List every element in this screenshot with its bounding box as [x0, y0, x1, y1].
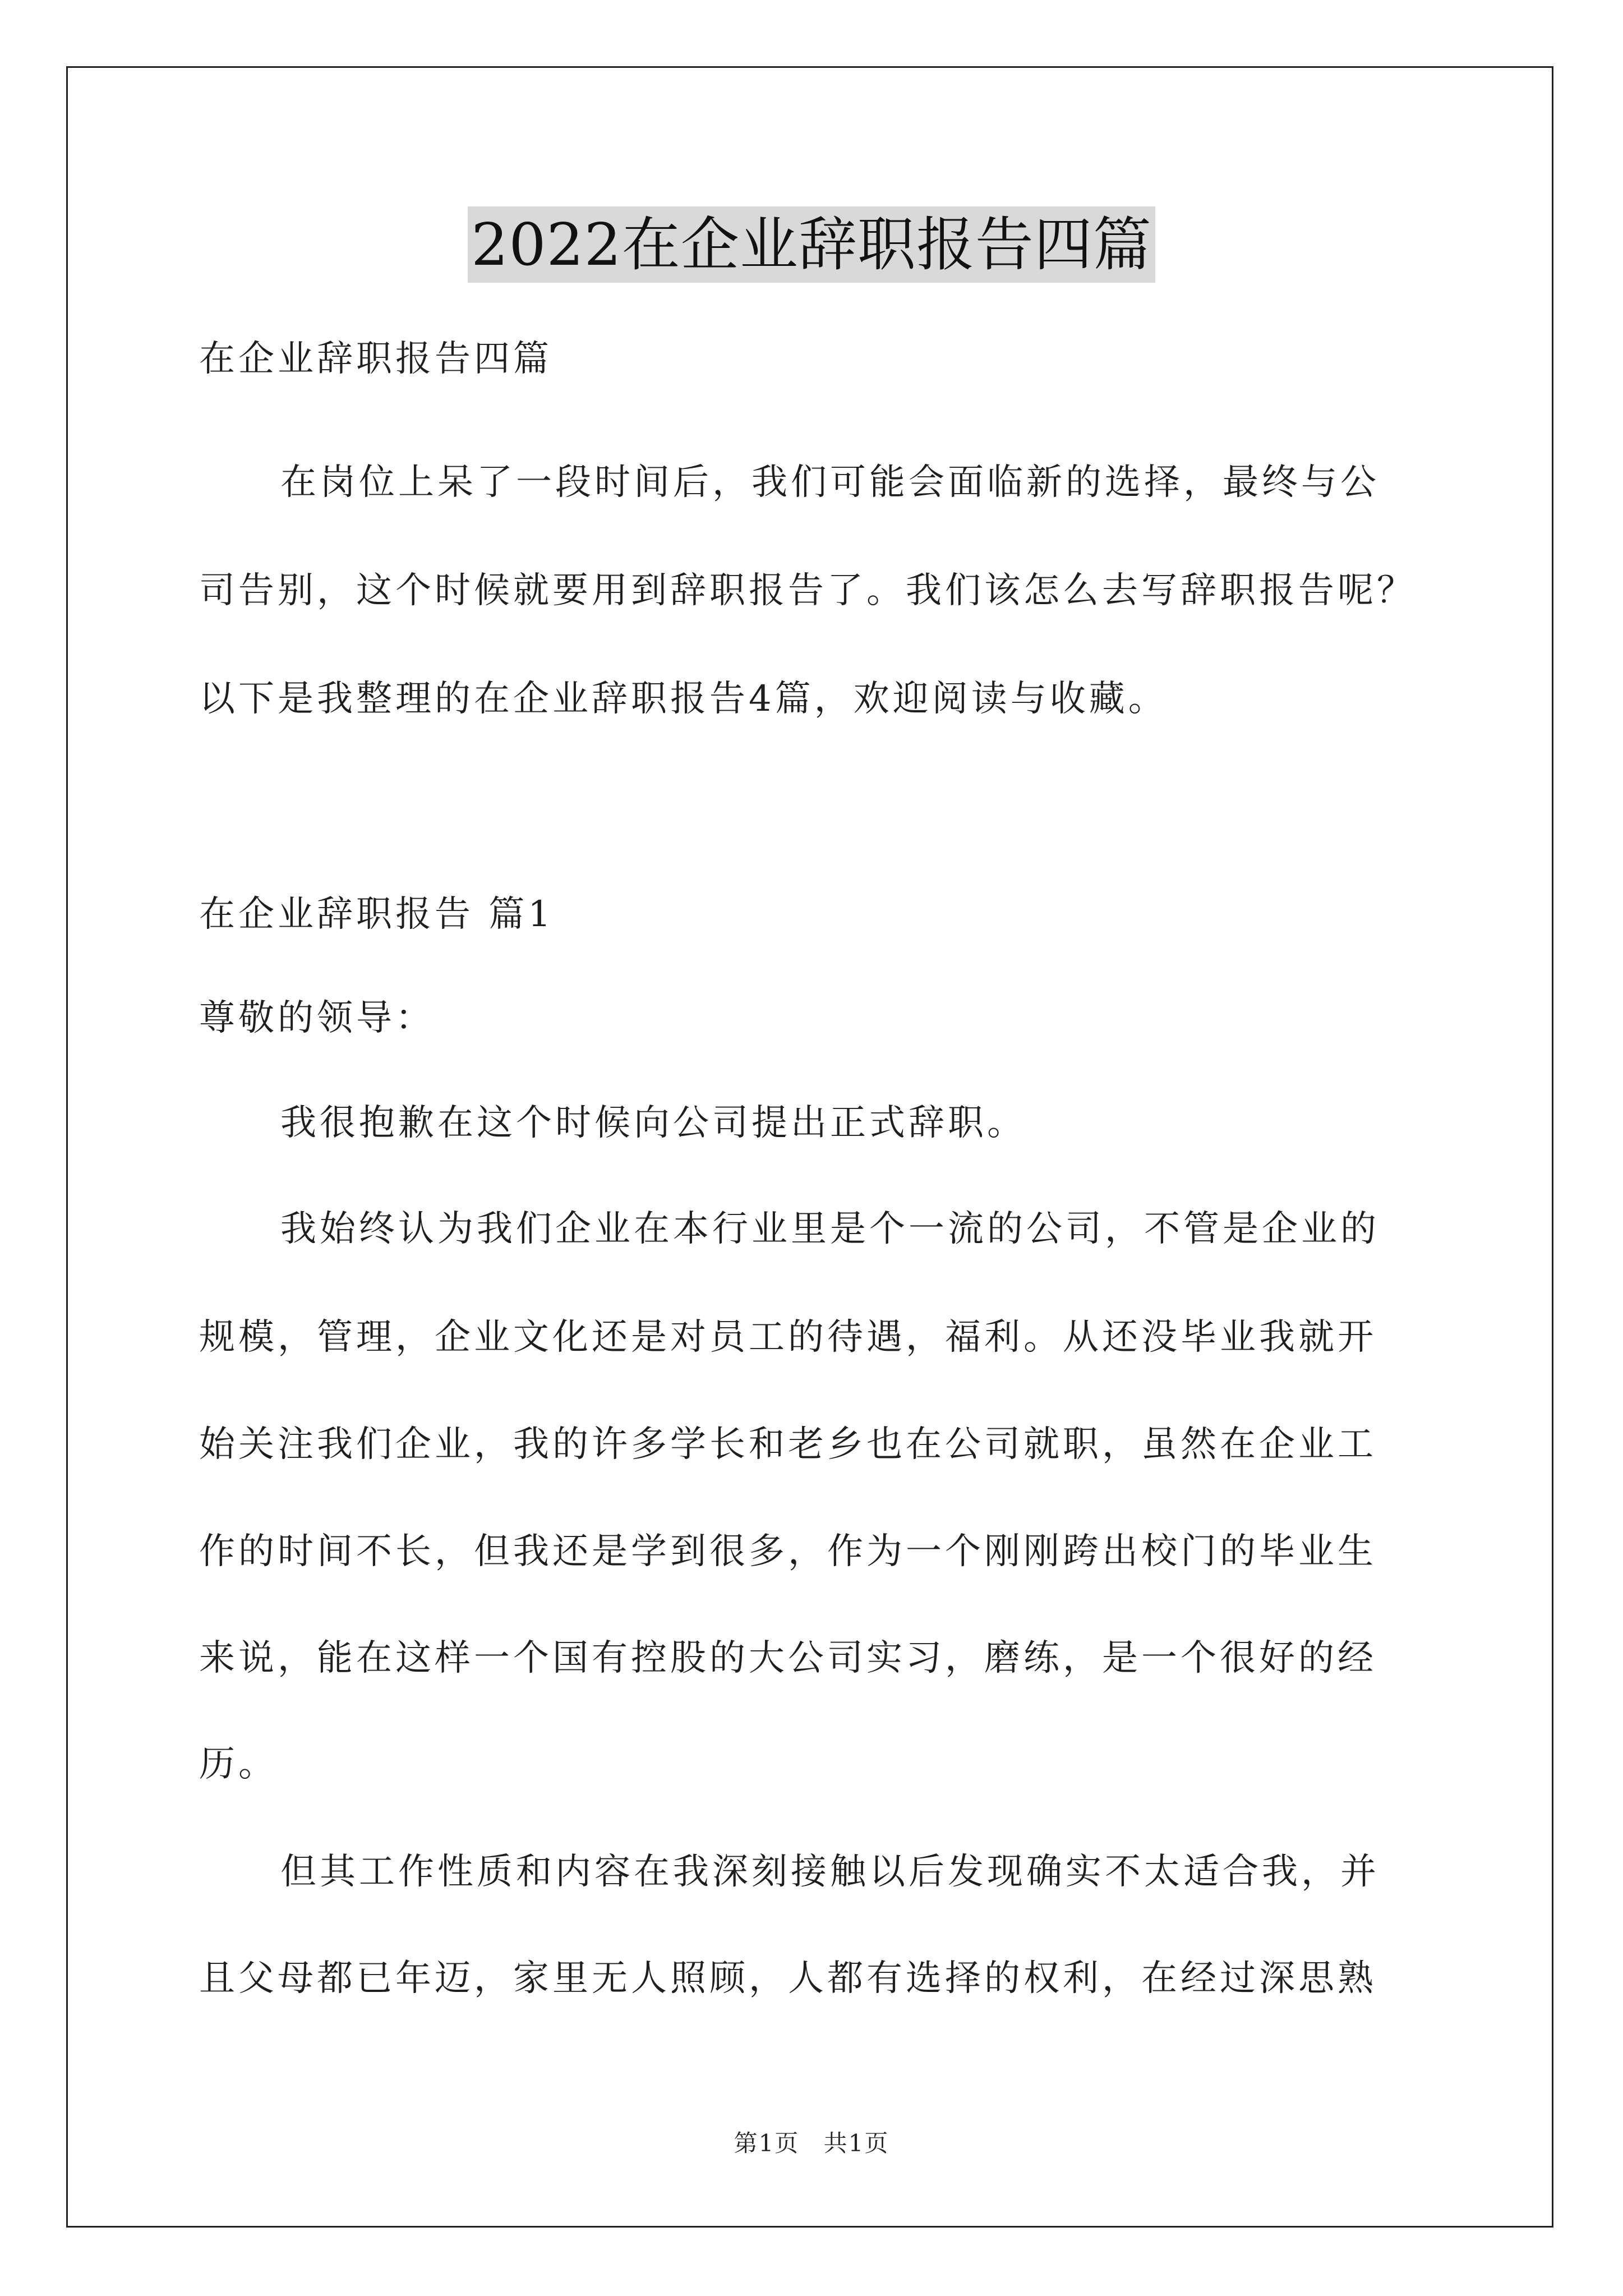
- paragraph-line: 规模，管理，企业文化还是对员工的待遇，福利。从还没毕业我就开: [199, 1317, 1377, 1358]
- page-footer: [0, 2125, 1623, 2159]
- paragraph-line: 历。: [199, 1743, 278, 1785]
- paragraph-line: 作的时间不长，但我还是学到很多，作为一个刚刚跨出校门的毕业生: [199, 1531, 1377, 1572]
- page-number-current: 第1页: [734, 2129, 800, 2157]
- title-container: [0, 206, 1623, 283]
- paragraph-line: 但其工作性质和内容在我深刻接触以后发现确实不太适合我，并: [280, 1851, 1380, 1893]
- salutation-line: 尊敬的领导：: [199, 997, 435, 1039]
- paragraph-line: 来说，能在这样一个国有控股的大公司实习，磨练，是一个很好的经: [199, 1637, 1377, 1679]
- paragraph-line: 我很抱歉在这个时候向公司提出正式辞职。: [280, 1102, 1026, 1144]
- document-title: 2022在企业辞职报告四篇: [468, 206, 1155, 283]
- paragraph-line: 始关注我们企业，我的许多学长和老乡也在公司就职，虽然在企业工: [199, 1424, 1377, 1465]
- section-heading: 在企业辞职报告 篇1: [199, 894, 555, 935]
- paragraph-line: 在岗位上呆了一段时间后，我们可能会面临新的选择，最终与公: [280, 462, 1380, 503]
- paragraph-line: 且父母都已年迈，家里无人照顾，人都有选择的权利，在经过深思熟: [199, 1958, 1377, 1999]
- page-number-total: 共1页: [823, 2129, 889, 2157]
- paragraph-line: 司告别，这个时候就要用到辞职报告了。我们该怎么去写辞职报告呢？: [199, 570, 1416, 611]
- paragraph-line: 我始终认为我们企业在本行业里是个一流的公司，不管是企业的: [280, 1208, 1380, 1250]
- subtitle-line: 在企业辞职报告四篇: [199, 338, 552, 380]
- paragraph-line: 以下是我整理的在企业辞职报告4篇，欢迎阅读与收藏。: [199, 678, 1168, 720]
